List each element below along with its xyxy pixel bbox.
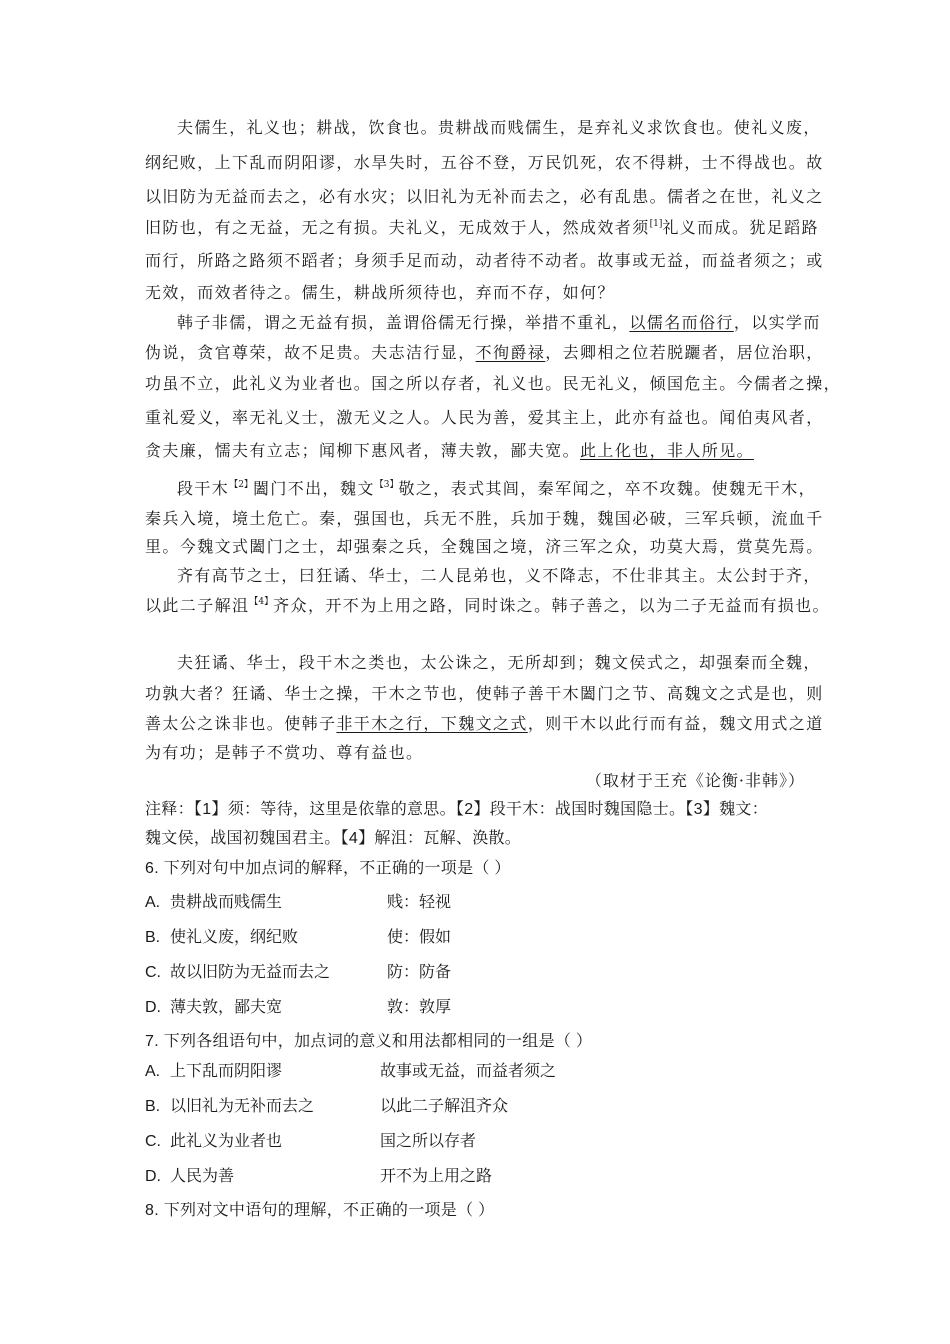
option-label: C. (145, 964, 161, 981)
passage-line: 里。今魏文式闔门之士，却强秦之兵，全魏国之境，济三军之众，功莫大焉，赏莫先焉。 (145, 537, 824, 556)
option-text: 故以旧防为无益而去之 (170, 964, 331, 981)
option-label: D. (145, 999, 161, 1016)
passage-line: 重礼爱义，率无礼义士，激无义之人。人民为善，爱其主上，此亦有益也。闻伯夷风者， (145, 408, 824, 427)
option-text: 薄夫敦，鄙夫宽 (170, 999, 283, 1016)
question-stem: 7. 下列各组语句中，加点词的意义和用法都相同的一组是（ ） (145, 1033, 593, 1050)
option-text: 上下乱而阴阳谬 (170, 1063, 283, 1080)
passage-line: 善太公之诛非也。使韩子非干木之行，下魏文之式，则干木以此行而有益，魏文用式之道 (145, 714, 824, 733)
option-answer: 以此二子解沮齐众 (380, 1098, 509, 1115)
option-answer: 防：防备 (387, 964, 452, 981)
option-answer: 国之所以存者 (380, 1133, 477, 1150)
passage-line: 以旧防为无益而去之，必有水灾；以旧礼为无补而去之，必有乱患。儒者之在世，礼义之 (145, 187, 824, 206)
option-answer: 贱：轻视 (387, 894, 452, 911)
footnote-marker: 【2】 (229, 480, 253, 490)
option-answer: 使：假如 (387, 929, 452, 946)
passage-line: 韩子非儒，谓之无益有损，盖谓俗儒无行操，举措不重礼，以儒名而俗行，以实学而 (177, 313, 821, 332)
option-label: B. (145, 929, 161, 946)
option-text: 以旧礼为无补而去之 (170, 1098, 315, 1115)
option-label: A. (145, 1063, 161, 1080)
passage-line: 夫儒生，礼义也；耕战，饮食也。贵耕战而贱儒生，是弃礼义求饮食也。使礼义废， (177, 118, 821, 137)
option-label: C. (145, 1133, 161, 1150)
option-text: 人民为善 (170, 1168, 235, 1185)
passage-line: 秦兵入境，境土危亡。秦，强国也，兵无不胜，兵加于魏，魏国必破，三军兵顿，流血千 (145, 509, 824, 528)
passage-line: 功孰大者？狂谲、华士之操，干木之节也，使韩子善干木闔门之节、高魏文之式是也，则 (145, 684, 824, 703)
footnote-marker: [1] (649, 219, 663, 229)
footnote-marker: 【4】 (249, 597, 274, 607)
option-answer: 故事或无益，而益者须之 (380, 1063, 557, 1080)
footnote-marker: 【3】 (374, 480, 399, 490)
passage-line: 以此二子解沮$^{【4】}$齐众，开不为上用之路，同时诛之。韩子善之，以为二子无益而有损也。 (145, 596, 830, 615)
option-label: B. (145, 1098, 161, 1115)
option-answer: 开不为上用之路 (380, 1168, 493, 1185)
passage-line: 伪说，贪官尊荣，故不足贵。夫志洁行显，不徇爵禄，去卿相之位若脱躧者，居位治职， (145, 343, 824, 362)
question-stem: 6. 下列对句中加点词的解释，不正确的一项是（ ） (145, 860, 511, 877)
underlined-phrase: 此上化也，非人所见。 (580, 441, 755, 460)
option-text: 此礼义为业者也 (170, 1133, 283, 1150)
passage-line: 贪夫廉，懦夫有立志；闻柳下惠风者，薄夫敦，鄙夫宽。此上化也，非人所见。 (145, 441, 755, 460)
passage-line: 功虽不立，此礼义为业者也。国之所以存者，礼义也。民无礼义，倾国危主。今儒者之操， (145, 374, 842, 393)
option-label: D. (145, 1168, 161, 1185)
passage-line: 而行，所路之路须不蹈者；身须手足而动，动者待不动者。故事或无益，而益者须之；或 (145, 251, 824, 270)
notes-line: 魏文侯，战国初魏国君主。【4】解沮：瓦解、涣散。 (145, 830, 522, 847)
passage-line: 夫狂谲、华士，段干木之类也，太公诛之，无所却到；魏文侯式之，却强秦而全魏， (177, 653, 821, 672)
passage-line: 齐有高节之士，曰狂谲、华士，二人昆弟也，义不降志，不仕非其主。太公封于齐， (177, 566, 821, 585)
underlined-phrase: 不徇爵禄 (475, 343, 546, 362)
option-text: 使礼义废，纲纪败 (170, 929, 299, 946)
underlined-phrase: 以儒名而俗行 (629, 313, 734, 332)
passage-line: 为有功；是韩子不赏功、尊有益也。 (145, 743, 424, 762)
option-label: A. (145, 894, 161, 911)
source-citation: （取材于王充《论衡·非韩》） (585, 771, 805, 790)
passage-line: 纲纪败，上下乱而阴阳谬，水旱失时，五谷不登，万民饥死，农不得耕，士不得战也。故 (145, 153, 824, 172)
underlined-phrase: 非干木之行，下魏文之式 (336, 714, 528, 733)
passage-line: 无效，而效者待之。儒生，耕战所须待也，弃而不存，如何？ (145, 283, 615, 302)
option-text: 贵耕战而贱儒生 (170, 894, 283, 911)
notes-line: 注释：【1】须：等待，这里是依靠的意思。【2】段干木：战国时魏国隐士。【3】魏文： (145, 801, 768, 818)
question-stem: 8. 下列对文中语句的理解，不正确的一项是（ ） (145, 1202, 495, 1219)
passage-line: 段干木$^{【2】}$闔门不出，魏文$^{【3】}$敬之，表式其闾，秦军闻之，卒不攻魏。使魏无干木， (177, 479, 817, 498)
passage-line: 旧防也，有之无益，无之有损。夫礼义，无成效于人，然成效者须[1]礼义而成。犹足蹈路 (145, 218, 819, 237)
option-answer: 敦：敦厚 (387, 999, 452, 1016)
